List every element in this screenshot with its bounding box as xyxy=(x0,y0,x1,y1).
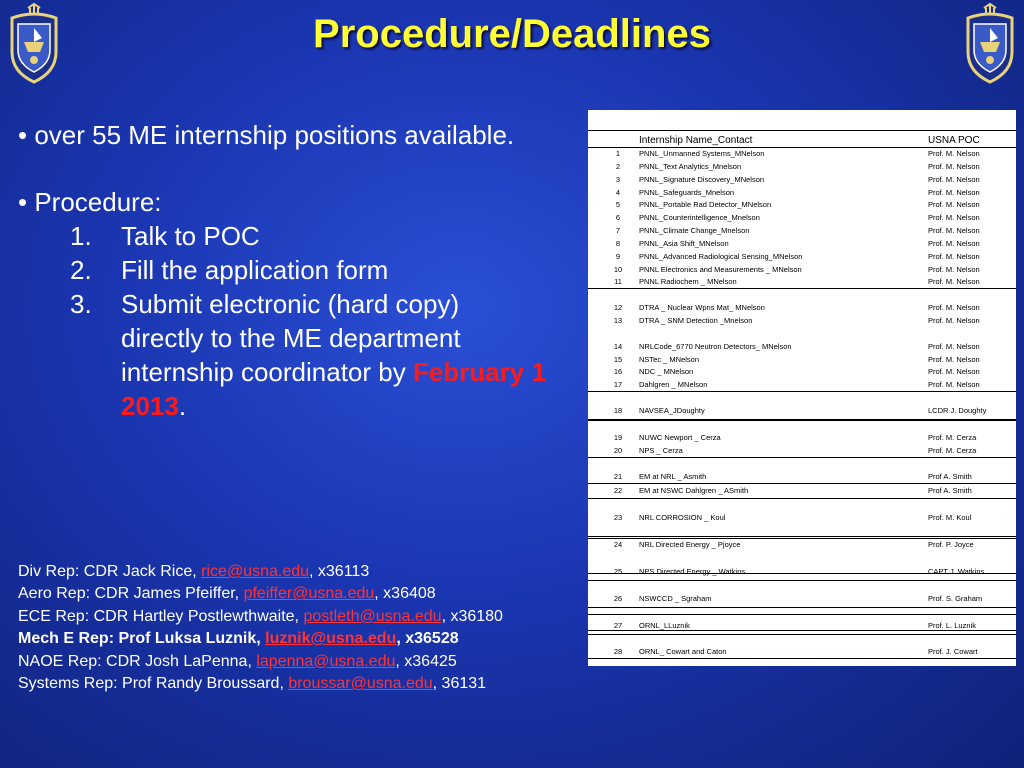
step-text: directly to the ME department xyxy=(121,323,461,353)
row-divider xyxy=(588,483,1016,484)
row-divider xyxy=(588,498,1016,499)
usna-poc: Prof. M. Nelson xyxy=(928,342,980,351)
table-row xyxy=(588,645,1016,658)
internship-name: PNNL_Advanced Radiological Sensing_MNelson xyxy=(639,252,803,261)
table-row xyxy=(588,538,1016,551)
deadline-year: 2013 xyxy=(121,391,179,421)
rep-line xyxy=(18,628,503,650)
usna-poc: Prof. M. Nelson xyxy=(928,367,980,376)
internship-name: PNNL_Portable Rad Detector_MNelson xyxy=(639,200,772,209)
row-number: 5 xyxy=(615,200,621,209)
usna-poc: Prof. M. Nelson xyxy=(928,252,980,261)
rep-line xyxy=(18,673,503,695)
row-number: 16 xyxy=(613,367,623,376)
step-item xyxy=(18,287,588,423)
rep-ext: , x36528 xyxy=(396,630,459,648)
rep-line xyxy=(18,606,503,628)
usna-poc: Prof. M. Koul xyxy=(928,513,972,522)
rep-label: Div Rep: CDR Jack Rice, xyxy=(18,563,202,580)
table-row xyxy=(588,301,1016,314)
deadline-date: February 1 xyxy=(412,357,546,387)
table-row xyxy=(588,378,1016,391)
internship-name: DTRA _ SNM Detection _Mnelson xyxy=(639,316,753,325)
usna-poc: LCDR J. Doughty xyxy=(928,406,987,415)
usna-poc: Prof. M. Cerza xyxy=(928,446,977,455)
step-text: internship coordinator by xyxy=(121,357,413,387)
row-number: 28 xyxy=(613,647,623,656)
rep-ext: , x36180 xyxy=(441,607,503,625)
internship-table xyxy=(588,110,1016,666)
table-row xyxy=(588,592,1016,605)
internship-name: PNNL_Asia Shift_MNelson xyxy=(639,239,729,248)
internship-name: NRL Directed Energy _ Pjoyce xyxy=(639,540,741,549)
table-row xyxy=(588,275,1016,288)
procedure-steps xyxy=(18,219,588,423)
table-header xyxy=(588,130,1016,148)
step-number: 3. xyxy=(70,289,92,319)
rep-line xyxy=(18,583,503,605)
header-name: Internship Name_Contact xyxy=(639,135,753,146)
table-row xyxy=(588,147,1016,160)
usna-poc: Prof. M. Nelson xyxy=(928,162,980,171)
row-number: 2 xyxy=(615,162,621,171)
usna-poc: Prof. M. Nelson xyxy=(928,213,980,222)
email-link[interactable]: pfeiffer@usna.edu xyxy=(243,585,375,603)
header-poc: USNA POC xyxy=(928,135,980,146)
internship-name: PNNL_Counterintelligence_Mnelson xyxy=(639,213,760,222)
table-row xyxy=(588,160,1016,173)
row-number: 14 xyxy=(613,342,623,351)
row-number: 19 xyxy=(613,433,623,442)
usna-poc: Prof A. Smith xyxy=(928,472,972,481)
rep-ext: , 36131 xyxy=(432,675,487,693)
department-reps xyxy=(18,561,503,695)
step-text: Talk to POC xyxy=(121,221,260,251)
usna-poc: Prof. M. Nelson xyxy=(928,175,980,184)
internship-name: NSTec _ MNelson xyxy=(639,355,700,364)
rep-line xyxy=(18,561,503,583)
row-divider xyxy=(588,288,1016,289)
internship-name: EM at NSWC Dahlgren _ ASmith xyxy=(639,486,749,495)
usna-poc: Prof. P. Joyce xyxy=(928,540,974,549)
usna-poc: Prof. M. Nelson xyxy=(928,265,980,274)
internship-name: ORNL_ Cowart and Caton xyxy=(639,647,727,656)
table-row xyxy=(588,404,1016,417)
rep-ext: , x36425 xyxy=(395,652,457,670)
row-number: 13 xyxy=(613,316,623,325)
row-divider xyxy=(588,573,1016,574)
row-divider xyxy=(588,658,1016,659)
table-row xyxy=(588,198,1016,211)
row-number: 1 xyxy=(615,149,621,158)
step-text: Fill the application form xyxy=(121,255,389,285)
rep-ext: , x36113 xyxy=(309,563,370,580)
internship-name: NPS _ Cerza xyxy=(639,446,683,455)
internship-name: NAVSEA_JDoughty xyxy=(639,406,705,415)
step-number: 1. xyxy=(70,221,92,251)
usna-poc: Prof. M. Nelson xyxy=(928,239,980,248)
rep-label: Mech E Rep: Prof Luksa Luznik, xyxy=(18,630,266,648)
internship-name: NDC _ MNelson xyxy=(639,367,694,376)
usna-poc: Prof. M. Nelson xyxy=(928,200,980,209)
email-link[interactable]: postleth@usna.edu xyxy=(303,607,442,625)
table-row xyxy=(588,365,1016,378)
usna-poc: Prof. S. Graham xyxy=(928,594,983,603)
usna-poc: Prof. J. Cowart xyxy=(928,647,978,656)
row-number: 26 xyxy=(613,594,623,603)
row-number: 3 xyxy=(615,175,621,184)
step-item xyxy=(18,253,588,287)
table-row xyxy=(588,211,1016,224)
internship-name: NUWC Newport _ Cerza xyxy=(639,433,721,442)
table-row xyxy=(588,340,1016,353)
step-item xyxy=(18,219,588,253)
step-text: Submit electronic (hard copy) xyxy=(121,289,460,319)
internship-name: NSWCCD _ Sgraham xyxy=(639,594,712,603)
table-row xyxy=(588,237,1016,250)
row-number: 17 xyxy=(613,380,623,389)
row-number: 24 xyxy=(613,540,623,549)
table-row xyxy=(588,250,1016,263)
usna-poc: Prof. M. Nelson xyxy=(928,188,980,197)
row-number: 8 xyxy=(615,239,621,248)
row-number: 10 xyxy=(613,265,623,274)
slide-title: Procedure/Deadlines xyxy=(313,12,711,56)
internship-name: PNNL_Climate Change_Mnelson xyxy=(639,226,750,235)
row-divider xyxy=(588,630,1016,631)
internship-name: NRLCode_6770 Neutron Detectors_ MNelson xyxy=(639,342,792,351)
row-divider xyxy=(588,538,1016,539)
procedure-section xyxy=(18,118,588,423)
table-row xyxy=(588,314,1016,327)
internship-name: PNNL_Safeguards_Mnelson xyxy=(639,188,735,197)
rep-label: ECE Rep: CDR Hartley Postlewthwaite, xyxy=(18,607,304,625)
internship-name: Dahlgren _ MNelson xyxy=(639,380,708,389)
rep-label: Aero Rep: CDR James Pfeiffer, xyxy=(18,585,244,603)
row-number: 15 xyxy=(613,355,623,364)
usna-poc: Prof. L. Luznik xyxy=(928,621,976,630)
internship-name: EM at NRL _ Asmith xyxy=(639,472,707,481)
usna-poc: Prof. M. Nelson xyxy=(928,149,980,158)
rep-line xyxy=(18,651,503,673)
row-divider xyxy=(588,147,1016,148)
email-link[interactable]: lapenna@usna.edu xyxy=(256,652,396,670)
row-number: 11 xyxy=(614,277,622,286)
email-link[interactable]: rice@usna.edu xyxy=(201,563,310,580)
usna-poc: Prof A. Smith xyxy=(928,486,972,495)
usna-poc: Prof. M. Nelson xyxy=(928,355,980,364)
positions-bullet: • over 55 ME internship positions available. xyxy=(18,120,515,150)
table-row xyxy=(588,470,1016,483)
internship-name: PNNL Electronics and Measurements _ MNelson xyxy=(639,265,802,274)
row-number: 23 xyxy=(613,513,623,522)
rep-label: NAOE Rep: CDR Josh LaPenna, xyxy=(18,652,257,670)
row-divider xyxy=(588,580,1016,581)
table-row xyxy=(588,511,1016,524)
internship-name: PNNL_Text Analytics_Mnelson xyxy=(639,162,742,171)
row-number: 6 xyxy=(615,213,621,222)
usna-poc: Prof. M. Nelson xyxy=(928,303,980,312)
row-divider xyxy=(588,536,1016,537)
row-number: 22 xyxy=(613,486,623,495)
table-row xyxy=(588,484,1016,497)
row-number: 25 xyxy=(613,567,623,576)
internship-name: DTRA _ Nuclear Wpns Mat_ MNelson xyxy=(639,303,765,312)
row-divider xyxy=(588,607,1016,608)
row-number: 12 xyxy=(613,303,623,312)
row-divider xyxy=(588,614,1016,615)
email-link[interactable]: broussar@usna.edu xyxy=(288,675,433,693)
row-number: 20 xyxy=(613,446,623,455)
row-number: 9 xyxy=(615,252,621,261)
usna-poc: Prof. M. Cerza xyxy=(928,433,977,442)
table-row xyxy=(588,173,1016,186)
row-number: 4 xyxy=(615,188,621,197)
step-number: 2. xyxy=(70,255,92,285)
row-divider xyxy=(588,420,1016,421)
internship-name: ORNL_LLuznik xyxy=(639,621,690,630)
table-row xyxy=(588,565,1016,578)
internship-name: PNNL_Unmanned Systems_MNelson xyxy=(639,149,765,158)
step-text: . xyxy=(178,391,187,421)
row-divider xyxy=(588,457,1016,458)
usna-poc: CAPT J. Watkins xyxy=(928,567,985,576)
row-divider xyxy=(588,391,1016,392)
internship-name: NRL CORROSION _ Koul xyxy=(639,513,726,522)
internship-name: NPS Directed Energy _ Watkins xyxy=(639,567,746,576)
usna-poc: Prof. M. Nelson xyxy=(928,380,980,389)
row-number: 27 xyxy=(613,621,623,630)
table-row xyxy=(588,224,1016,237)
internship-name: PNNL Radiochem _ MNelson xyxy=(639,277,737,286)
row-number: 18 xyxy=(613,406,623,415)
usna-poc: Prof. M. Nelson xyxy=(928,316,980,325)
rep-label: Systems Rep: Prof Randy Broussard, xyxy=(18,675,289,693)
procedure-bullet: • Procedure: xyxy=(18,187,162,217)
email-link[interactable]: luznik@usna.edu xyxy=(265,630,397,648)
internship-name: PNNL_Signature Discovery_MNelson xyxy=(639,175,765,184)
row-number: 21 xyxy=(613,472,623,481)
usna-poc: Prof. M. Nelson xyxy=(928,277,980,286)
usna-poc: Prof. M. Nelson xyxy=(928,226,980,235)
table-row xyxy=(588,444,1016,457)
row-divider xyxy=(588,634,1016,635)
row-number: 7 xyxy=(615,226,621,235)
rep-ext: , x36408 xyxy=(374,585,436,603)
table-row xyxy=(588,431,1016,444)
